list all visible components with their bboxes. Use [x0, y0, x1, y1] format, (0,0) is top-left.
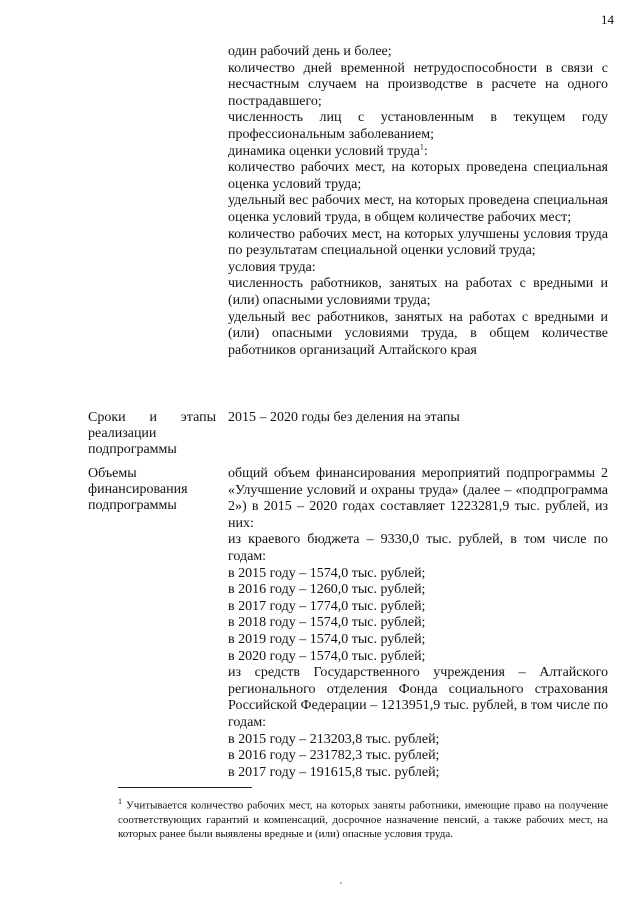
funding-line: в 2016 году – 231782,3 тыс. рублей; — [228, 748, 440, 764]
indicator-colon: : — [423, 143, 428, 159]
funding-line: в 2018 году – 1574,0 тыс. рублей; — [228, 615, 426, 631]
indicator-line: условия труда: — [228, 259, 316, 275]
footnote — [118, 795, 608, 841]
indicator-line: удельный вес работников, занятых на работах с вредными и (или) опасными условиями труда, в общем количестве работников организаций Алтайского края — [228, 309, 608, 358]
funding-line: в 2017 году – 191615,8 тыс. рублей; — [228, 764, 440, 780]
funding-line: в 2017 году – 1774,0 тыс. рублей; — [228, 598, 426, 614]
funding-label: Объемы финансирования подпрограммы — [88, 466, 188, 513]
page-number: 14 — [601, 12, 614, 27]
indicator-line: количество дней временной нетрудоспособности в связи с несчастным случаем на производстве в расчете на одного пострадавшего; — [228, 60, 608, 109]
funding-line: в 2019 году – 1574,0 тыс. рублей; — [228, 631, 426, 647]
indicators-list — [228, 44, 608, 359]
indicator-line: количество рабочих мест, на которых проведена специальная оценка условий труда; — [228, 160, 608, 192]
terms-value-cell — [228, 410, 608, 427]
funding-line: из средств Государственного учреждения – Алтайского регионального отделения Фонда социального страхования Российской Федерации – 1213951,9 тыс. рублей, в том числе по годам: — [228, 665, 608, 730]
indicator-text: динамика оценки условий труда — [228, 143, 420, 159]
funding-line: общий объем финансирования мероприятий подпрограммы 2 «Улучшение условий и охраны труда» (далее – «подпрограмма 2») в 2015 – 2020 годах составляет 1223281,9 тыс. рублей, из них: — [228, 466, 608, 531]
funding-line: из краевого бюджета – 9330,0 тыс. рублей, в том числе по годам: — [228, 532, 608, 564]
scan-speck — [340, 882, 342, 884]
funding-line: в 2015 году – 213203,8 тыс. рублей; — [228, 731, 440, 747]
indicator-line: удельный вес рабочих мест, на которых проведена специальная оценка условий труда, в общем количестве рабочих мест; — [228, 193, 608, 225]
funding-line: в 2020 году – 1574,0 тыс. рублей; — [228, 648, 426, 664]
indicator-line: численность работников, занятых на работах с вредными и (или) опасными условиями труда; — [228, 276, 608, 308]
funding-line: в 2015 году – 1574,0 тыс. рублей; — [228, 565, 426, 581]
footnote-number: 1 — [118, 797, 122, 806]
footnote-text: Учитывается количество рабочих мест, на которых заняты работники, имеющие право на получение соответствующих гарантий и компенсаций, досрочное назначение пенсий, а также рабочих мест, на которых ранее были выявлены вредные и (или) опасные условия труда. — [118, 799, 608, 840]
indicator-line: количество рабочих мест, на которых улучшены условия труда по результатам специальной оценки условий труда; — [228, 226, 608, 259]
funding-line: в 2016 году – 1260,0 тыс. рублей; — [228, 582, 426, 598]
terms-value: 2015 – 2020 годы без деления на этапы — [228, 410, 460, 425]
funding-details — [228, 466, 608, 781]
indicator-line: один рабочий день и более; — [228, 44, 392, 59]
indicator-line: численность лиц с установленным в текущем году профессиональным заболеванием; — [228, 110, 608, 142]
terms-label: Сроки и этапы реализации подпрограммы — [88, 410, 216, 457]
footnote-reference: 1 — [419, 141, 424, 151]
indicator-line — [228, 141, 608, 161]
footnote-separator — [118, 787, 252, 788]
